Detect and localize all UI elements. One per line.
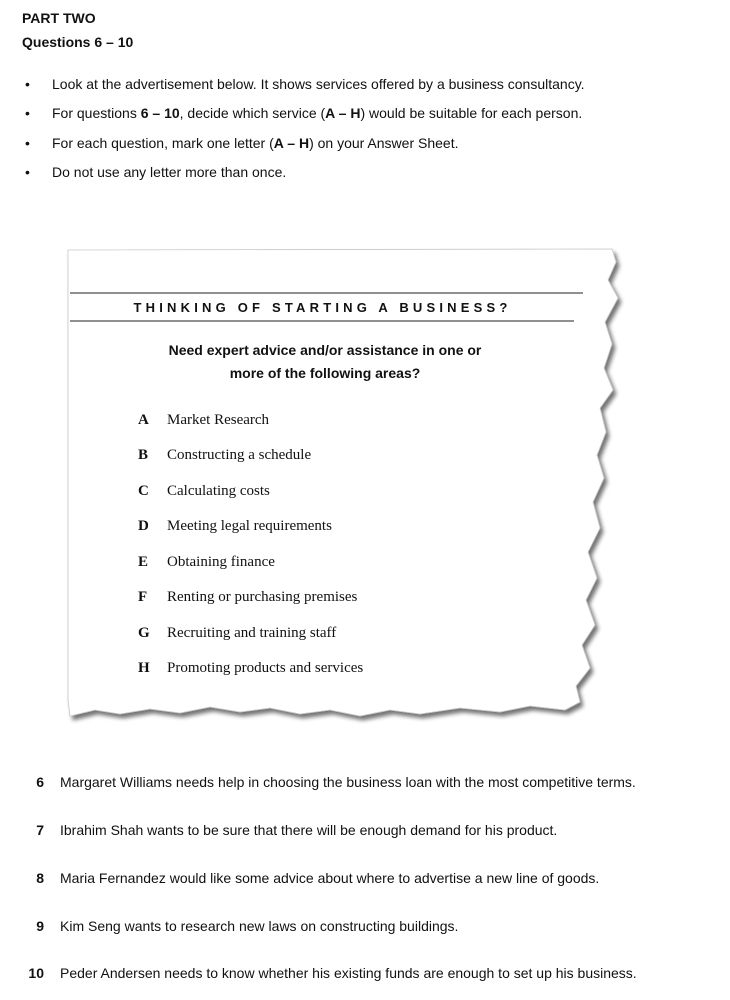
question-7	[22, 822, 722, 842]
service-letter: B	[138, 447, 149, 463]
service-letter: D	[138, 518, 149, 534]
question-number: 8	[36, 870, 44, 886]
service-letter: F	[138, 589, 148, 605]
service-label: Obtaining finance	[167, 554, 275, 570]
service-label: Renting or purchasing premises	[167, 589, 358, 605]
part-heading: PART TWO	[22, 10, 96, 26]
instruction-item: • For each question, mark one letter (A – H) on your Answer Sheet.	[25, 134, 459, 151]
advert-title: THINKING OF STARTING A BUSINESS?	[133, 300, 512, 315]
bullet-icon: •	[25, 134, 30, 151]
service-letter: G	[138, 625, 150, 641]
service-label: Calculating costs	[167, 483, 270, 499]
instruction-item: • For questions 6 – 10, decide which service (A – H) would be suitable for each person.	[25, 105, 583, 122]
question-number: 10	[28, 965, 44, 981]
service-letter: H	[138, 660, 150, 676]
instructions-list	[22, 74, 712, 191]
question-text: Peder Andersen needs to know whether his existing funds are enough to set up his business.	[60, 965, 637, 981]
service-label: Promoting products and services	[167, 660, 364, 676]
question-text: Ibrahim Shah wants to be sure that there will be enough demand for his product.	[60, 822, 558, 838]
question-number: 7	[36, 822, 44, 838]
question-number: 9	[36, 918, 44, 934]
instruction-item: • Do not use any letter more than once.	[25, 163, 287, 180]
question-text: Maria Fernandez would like some advice about where to advertise a new line of goods.	[60, 870, 600, 886]
service-label: Meeting legal requirements	[167, 518, 332, 534]
bullet-icon: •	[25, 76, 30, 92]
bullet-icon: •	[25, 105, 30, 122]
bullet-icon: •	[25, 163, 30, 180]
question-text: Margaret Williams needs help in choosing the business loan with the most competitive terms.	[60, 774, 636, 790]
question-8	[22, 870, 722, 890]
advert-subtitle-line2: more of the following areas?	[229, 365, 421, 381]
instruction-item: • Look at the advertisement below. It shows services offered by a business consultancy.	[25, 76, 585, 92]
advert-subtitle-line1: Need expert advice and/or assistance in one or	[168, 342, 482, 358]
service-label: Constructing a schedule	[167, 447, 312, 463]
questions-range-heading: Questions 6 – 10	[22, 34, 134, 50]
question-9	[22, 918, 722, 938]
question-number: 6	[36, 774, 44, 790]
service-letter: A	[138, 412, 149, 428]
question-10	[22, 965, 722, 985]
service-letter: C	[138, 483, 149, 499]
question-text: Kim Seng wants to research new laws on constructing buildings.	[60, 918, 459, 934]
service-label: Market Research	[167, 412, 270, 428]
service-letter: E	[138, 554, 149, 570]
service-label: Recruiting and training staff	[167, 625, 337, 641]
question-6	[22, 774, 722, 794]
